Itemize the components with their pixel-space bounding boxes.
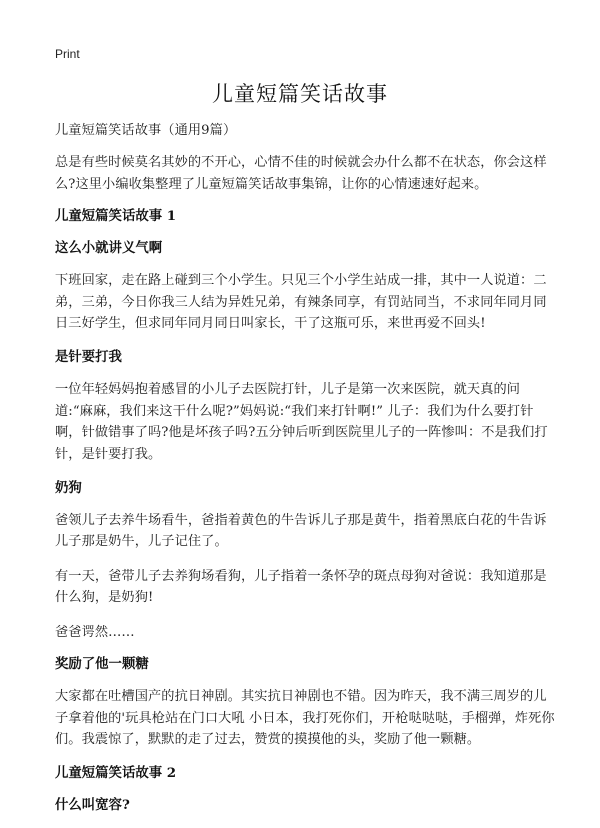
story-title: 奶狗	[55, 480, 82, 497]
story-paragraph: 有一天，爸带儿子去养狗场看狗，儿子指着一条怀孕的斑点母狗对爸说：我知道那是什么狗，是奶狗!	[55, 568, 547, 606]
document-subtitle: 儿童短篇笑话故事（通用9篇）	[55, 123, 237, 138]
story-paragraph: 一位年轻妈妈抱着感冒的小儿子去医院打针，儿子是第一次来医院，就天真的问道:“麻麻，我们来这干什么呢?”妈妈说:“我们来打针啊!” 儿子：我们为什么要打针啊，针做错事了吗?他是坏孩子吗?五分钟后听到医院里儿子的一阵惨叫：不是我们打针，是针要打我。	[55, 382, 548, 462]
story-paragraph: 爸领儿子去养牛场看牛，爸指着黄色的牛告诉儿子那是黄牛，指着黑底白花的牛告诉儿子那是奶牛，儿子记住了。	[55, 513, 547, 550]
document-body	[55, 120, 555, 816]
print-label[interactable]: Print	[55, 47, 80, 61]
story-title: 是针要打我	[55, 349, 122, 366]
story-paragraph: 大家都在吐槽国产的抗日神剧。其实抗日神剧也不错。因为昨天，我不满三周岁的儿子拿着他的'玩具枪站在门口大吼 小日本，我打死你们，开枪哒哒哒，手榴弹，炸死你们。我震惊了，默默的走了过去，赞赏的摸摸他的头，奖励了他一颗糖。	[55, 689, 555, 747]
intro-paragraph: 总是有些时候莫名其妙的不开心，心情不佳的时候就会办什么都不在状态，你会这样么?这里小编收集整理了儿童短篇笑话故事集锦，让你的心情速速好起来。	[55, 155, 547, 192]
section-heading-1: 儿童短篇笑话故事 1	[55, 208, 177, 225]
section-heading-2: 儿童短篇笑话故事 2	[55, 765, 177, 782]
document-title: 儿童短篇笑话故事	[212, 82, 388, 106]
story-title: 这么小就讲义气啊	[55, 240, 163, 257]
story-paragraph: 爸爸谔然……	[55, 624, 135, 640]
story-paragraph: 下班回家，走在路上碰到三个小学生。只见三个小学生站成一排，其中一人说道：二弟，三弟，今日你我三人结为异姓兄弟，有辣条同享，有罚站同当，不求同年同月同日三好学生，但求同年同月同日叫家长，干了这瓶可乐，来世再爱不回头!	[55, 273, 547, 332]
story-title: 奖励了他一颗糖	[55, 656, 149, 673]
story-title: 什么叫宽容?	[55, 797, 130, 814]
